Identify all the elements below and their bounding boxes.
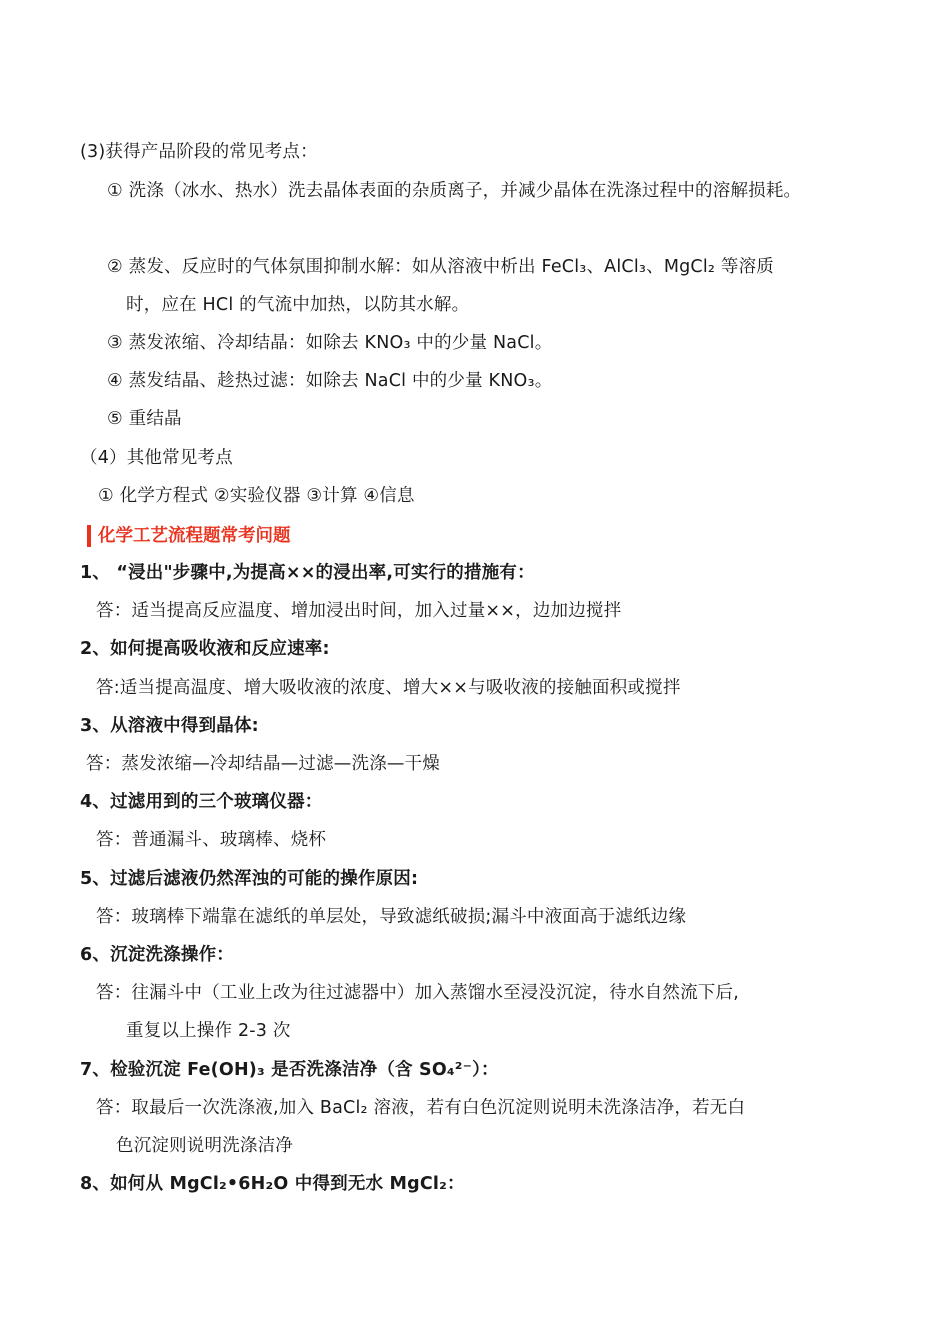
- section4-title: （4）其他常见考点: [80, 448, 233, 468]
- question-5: 5、过滤后滤液仍然浑浊的可能的操作原因:: [80, 869, 419, 889]
- answer-1: 答：适当提高反应温度、增加浸出时间，加入过量××，边加边搅拌: [96, 601, 622, 621]
- answer-7-line2: 色沉淀则说明洗涤洁净: [116, 1136, 293, 1156]
- section3-item2-line2: 时，应在 HCl 的气流中加热，以防其水解。: [126, 295, 470, 315]
- section3-item5: ⑤ 重结晶: [107, 409, 182, 429]
- section3-title: (3)获得产品阶段的常见考点：: [80, 142, 318, 162]
- answer-3: 答：蒸发浓缩—冷却结晶—过滤—洗涤—干燥: [86, 754, 440, 774]
- section3-item3: ③ 蒸发浓缩、冷却结晶：如除去 KNO₃ 中的少量 NaCl。: [107, 333, 553, 353]
- section4-items: ① 化学方程式 ②实验仪器 ③计算 ④信息: [98, 486, 415, 506]
- heading-accent-bar: [87, 525, 91, 547]
- question-2: 2、如何提高吸收液和反应速率:: [80, 639, 330, 659]
- section3-item2-line1: ② 蒸发、反应时的气体氛围抑制水解：如从溶液中析出 FeCl₃、AlCl₃、MgCl₂ 等溶质: [107, 257, 774, 277]
- answer-6-line1: 答：往漏斗中（工业上改为往过滤器中）加入蒸馏水至浸没沉淀，待水自然流下后,: [96, 983, 739, 1003]
- answer-7-line1: 答：取最后一次洗涤液,加入 BaCl₂ 溶液，若有白色沉淀则说明未洗涤洁净，若无白: [96, 1098, 746, 1118]
- section3-item1: ① 洗涤（冰水、热水）洗去晶体表面的杂质离子，并减少晶体在洗涤过程中的溶解损耗。: [107, 181, 802, 201]
- question-3: 3、从溶液中得到晶体:: [80, 716, 259, 736]
- question-6: 6、沉淀洗涤操作：: [80, 945, 234, 965]
- answer-6-line2: 重复以上操作 2-3 次: [126, 1021, 291, 1041]
- question-4: 4、过滤用到的三个玻璃仪器：: [80, 792, 323, 812]
- question-1: 1、 “浸出"步骤中,为提高××的浸出率,可实行的措施有：: [80, 563, 535, 583]
- section-heading: [87, 524, 291, 548]
- answer-2: 答:适当提高温度、增大吸收液的浓度、增大××与吸收液的接触面积或搅拌: [96, 678, 681, 698]
- question-8: 8、如何从 MgCl₂•6H₂O 中得到无水 MgCl₂：: [80, 1174, 465, 1194]
- section3-item4: ④ 蒸发结晶、趁热过滤：如除去 NaCl 中的少量 KNO₃。: [107, 371, 553, 391]
- heading-text: 化学工艺流程题常考问题: [98, 526, 291, 546]
- question-7: 7、检验沉淀 Fe(OH)₃ 是否洗涤洁净（含 SO₄²⁻）：: [80, 1060, 499, 1080]
- answer-4: 答：普通漏斗、玻璃棒、烧杯: [96, 830, 327, 850]
- answer-5: 答：玻璃棒下端靠在滤纸的单层处，导致滤纸破损;漏斗中液面高于滤纸边缘: [96, 907, 687, 927]
